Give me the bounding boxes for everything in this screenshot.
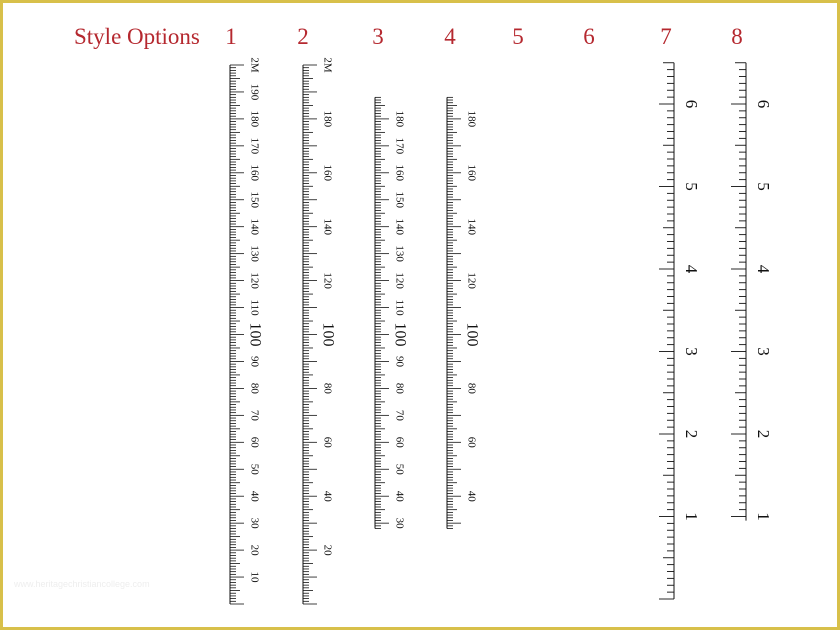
ruler-label: 50 <box>248 463 261 475</box>
ruler-label: 160 <box>465 164 478 182</box>
ruler-label: 20 <box>321 544 334 556</box>
ruler-label: 30 <box>248 517 261 529</box>
option-4-label[interactable]: 4 <box>444 24 456 49</box>
option-6-label[interactable]: 6 <box>583 24 595 49</box>
ruler-label: 60 <box>393 436 406 448</box>
ruler-label: 2 <box>754 429 774 439</box>
ruler-label: 180 <box>393 110 406 128</box>
ruler-label: 10 <box>248 571 261 583</box>
ruler-label: 100 <box>319 322 337 347</box>
ruler-label: 5 <box>682 182 702 191</box>
ruler-label: 1 <box>682 512 702 521</box>
ruler-label: 140 <box>321 218 334 235</box>
ruler-label: 100 <box>391 322 409 347</box>
ruler-label: 2M <box>321 57 334 73</box>
ruler-label: 110 <box>248 299 261 316</box>
ruler-label: 1 <box>754 512 774 521</box>
ruler-label: 170 <box>393 137 406 155</box>
ruler-label: 100 <box>246 322 264 347</box>
ruler-label: 150 <box>393 191 406 208</box>
ruler-option-7 <box>659 63 701 599</box>
ruler-label: 150 <box>248 191 261 208</box>
ruler-label: 100 <box>463 322 481 347</box>
ruler-label: 40 <box>465 490 478 502</box>
ruler-label: 2M <box>248 57 261 73</box>
ruler-option-4 <box>447 97 480 528</box>
ruler-label: 60 <box>321 436 334 448</box>
ruler-label: 160 <box>248 164 261 182</box>
ruler-label: 80 <box>465 382 478 394</box>
ruler-label: 160 <box>393 164 406 182</box>
ruler-label: 60 <box>248 436 261 448</box>
option-8-label[interactable]: 8 <box>731 24 743 49</box>
ruler-option-3 <box>375 97 408 529</box>
option-2-label[interactable]: 2 <box>297 24 309 49</box>
ruler-label: 3 <box>754 347 774 356</box>
ruler-label: 120 <box>465 272 478 289</box>
option-3-label[interactable]: 3 <box>372 24 384 49</box>
ruler-label: 4 <box>682 264 702 274</box>
ruler-label: 130 <box>248 245 261 262</box>
option-5-label[interactable]: 5 <box>512 24 524 49</box>
ruler-label: 70 <box>393 409 406 421</box>
ruler-label: 40 <box>248 490 261 502</box>
page-title: Style Options <box>74 24 200 49</box>
ruler-label: 180 <box>465 110 478 128</box>
ruler-label: 180 <box>321 110 334 128</box>
ruler-label: 80 <box>321 382 334 394</box>
ruler-label: 140 <box>248 218 261 235</box>
ruler-label: 80 <box>248 382 261 394</box>
ruler-label: 60 <box>465 436 478 448</box>
ruler-label: 140 <box>465 218 478 235</box>
ruler-label: 40 <box>321 490 334 502</box>
ruler-label: 40 <box>393 490 406 502</box>
ruler-label: 120 <box>321 272 334 289</box>
ruler-label: 6 <box>754 99 774 109</box>
ruler-label: 140 <box>393 218 406 235</box>
ruler-option-2 <box>303 57 336 604</box>
ruler-label: 170 <box>248 137 261 155</box>
ruler-label: 30 <box>393 517 406 529</box>
ruler-label: 3 <box>682 347 702 356</box>
ruler-label: 2 <box>682 429 702 439</box>
ruler-label: 80 <box>393 382 406 394</box>
ruler-label: 190 <box>248 83 261 101</box>
ruler-label: 180 <box>248 110 261 128</box>
ruler-label: 120 <box>393 272 406 289</box>
ruler-label: 130 <box>393 245 406 262</box>
ruler-label: 6 <box>682 99 702 109</box>
ruler-label: 70 <box>248 409 261 421</box>
ruler-label: 50 <box>393 463 406 475</box>
option-7-label[interactable]: 7 <box>660 24 672 49</box>
ruler-label: 4 <box>754 264 774 274</box>
ruler-label: 90 <box>393 355 406 367</box>
ruler-label: 120 <box>248 272 261 289</box>
ruler-label: 110 <box>393 299 406 316</box>
ruler-option-1 <box>230 57 263 604</box>
option-1-label[interactable]: 1 <box>225 24 237 49</box>
ruler-label: 5 <box>754 182 774 191</box>
watermark-text: www.heritagechristiancollege.com <box>14 579 150 589</box>
ruler-label: 20 <box>248 544 261 556</box>
ruler-option-8 <box>731 63 773 521</box>
ruler-label: 90 <box>248 355 261 367</box>
ruler-label: 160 <box>321 164 334 182</box>
